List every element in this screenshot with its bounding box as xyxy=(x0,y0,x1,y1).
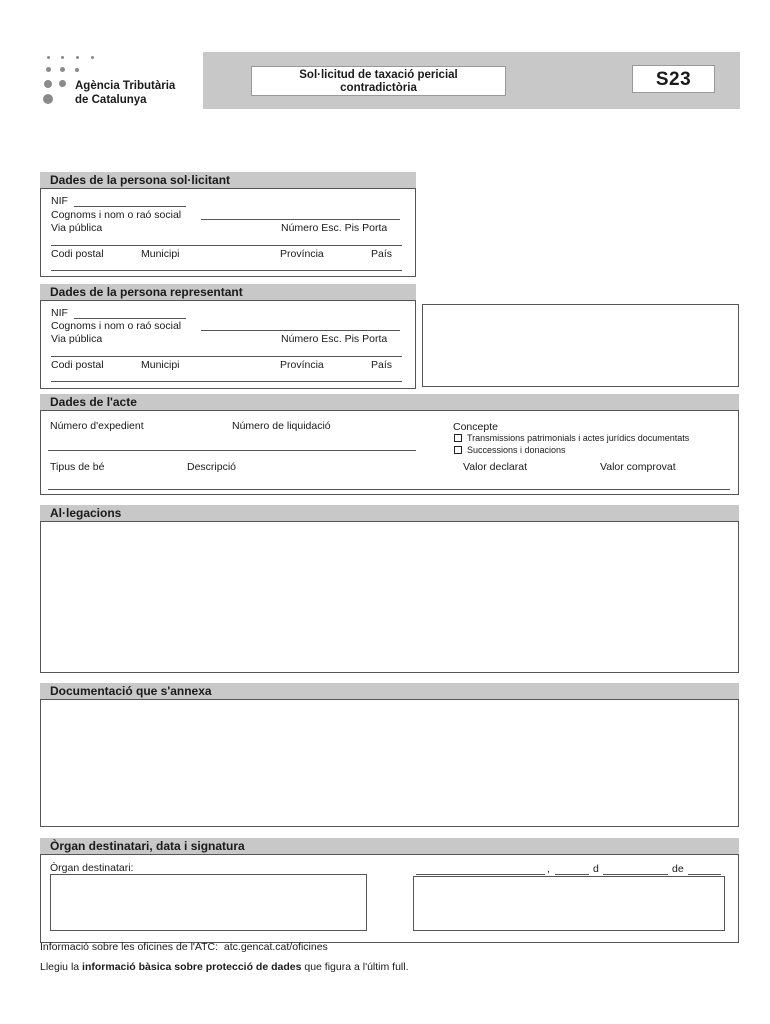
date-month-field[interactable] xyxy=(603,874,668,875)
representant-address-field[interactable] xyxy=(51,381,402,382)
representant-stamp-box[interactable] xyxy=(422,304,739,387)
representant-name-field[interactable] xyxy=(201,330,400,331)
option-successions-checkbox[interactable] xyxy=(454,446,462,454)
representant-provincia-label: Província xyxy=(280,359,324,371)
solicitant-name-label: Cognoms i nom o raó social xyxy=(51,209,182,221)
section-title-allegacions: Al·legacions xyxy=(40,505,739,521)
tipus-label: Tipus de bé xyxy=(50,461,105,473)
offices-link[interactable]: atc.gencat.cat/oficines xyxy=(223,941,328,953)
signature-field[interactable] xyxy=(413,876,725,931)
representant-via-field[interactable] xyxy=(51,356,402,357)
footer-info-prefix: Informació sobre les oficines de l'ATC: xyxy=(40,941,219,953)
date-d-label: d xyxy=(593,863,599,875)
descripcio-label: Descripció xyxy=(187,461,237,473)
solicitant-pais-label: País xyxy=(371,248,393,260)
form-title-line-1: Sol·licitud de taxació pericial xyxy=(299,69,458,81)
date-de-label: de xyxy=(672,863,684,875)
representant-via-label: Via pública xyxy=(51,333,103,345)
agency-subname: de Catalunya xyxy=(75,94,147,106)
representant-numero-label: Número Esc. Pis Porta xyxy=(281,333,388,345)
option-transmissions-checkbox[interactable] xyxy=(454,434,462,442)
date-year-field[interactable] xyxy=(688,874,721,875)
form-code: S23 xyxy=(632,65,715,93)
solicitant-name-field[interactable] xyxy=(201,219,400,220)
valor-declarat-label: Valor declarat xyxy=(463,461,528,473)
solicitant-municipi-label: Municipi xyxy=(141,248,180,260)
concepte-label: Concepte xyxy=(453,421,498,433)
date-place-field[interactable] xyxy=(416,874,545,875)
solicitant-provincia-label: Província xyxy=(280,248,324,260)
footer-info xyxy=(40,941,328,953)
data-protection-link[interactable]: informació bàsica sobre protecció de dades xyxy=(82,961,302,973)
organ-label: Òrgan destinatari: xyxy=(50,862,134,874)
section-title-organ: Òrgan destinatari, data i signatura xyxy=(40,838,739,854)
solicitant-via-label: Via pública xyxy=(51,222,103,234)
solicitant-numero-label: Número Esc. Pis Porta xyxy=(281,222,388,234)
representant-cp-label: Codi postal xyxy=(51,359,104,371)
option-successions-label: Successions i donacions xyxy=(467,445,566,455)
solicitant-address-field[interactable] xyxy=(51,270,402,271)
representant-nif-field[interactable] xyxy=(74,318,186,319)
agency-name: Agència Tributària xyxy=(75,80,176,92)
representant-nif-label: NIF xyxy=(51,307,68,319)
representant-municipi-label: Municipi xyxy=(141,359,180,371)
footer-notice-prefix: Llegiu la xyxy=(40,961,80,973)
representant-pais-label: País xyxy=(371,359,393,371)
expedient-label: Número d'expedient xyxy=(50,420,144,432)
valor-comprovat-label: Valor comprovat xyxy=(600,461,676,473)
solicitant-nif-field[interactable] xyxy=(74,206,186,207)
date-day-field[interactable] xyxy=(555,874,589,875)
solicitant-cp-label: Codi postal xyxy=(51,248,104,260)
option-transmissions-label: Transmissions patrimonials i actes jurídics documentats xyxy=(467,433,690,443)
acte-box xyxy=(40,410,739,495)
representant-name-label: Cognoms i nom o raó social xyxy=(51,320,182,332)
date-comma: , xyxy=(547,863,550,875)
form-title xyxy=(251,66,506,96)
liquidacio-label: Número de liquidació xyxy=(232,420,331,432)
section-title-documentacio: Documentació que s'annexa xyxy=(40,683,739,699)
documentacio-textarea[interactable] xyxy=(40,699,739,827)
allegacions-textarea[interactable] xyxy=(40,521,739,673)
tipus-field[interactable] xyxy=(48,489,730,490)
expedient-field[interactable] xyxy=(48,450,416,451)
organ-field[interactable] xyxy=(50,874,367,931)
section-title-solicitant: Dades de la persona sol·licitant xyxy=(40,172,416,188)
footer-notice-suffix: que figura a l'últim full. xyxy=(304,961,409,973)
section-title-representant: Dades de la persona representant xyxy=(40,284,416,300)
footer-notice xyxy=(40,961,409,973)
section-title-acte: Dades de l'acte xyxy=(40,394,739,410)
solicitant-via-field[interactable] xyxy=(51,245,402,246)
form-title-line-2: contradictòria xyxy=(340,82,417,94)
solicitant-nif-label: NIF xyxy=(51,195,68,207)
